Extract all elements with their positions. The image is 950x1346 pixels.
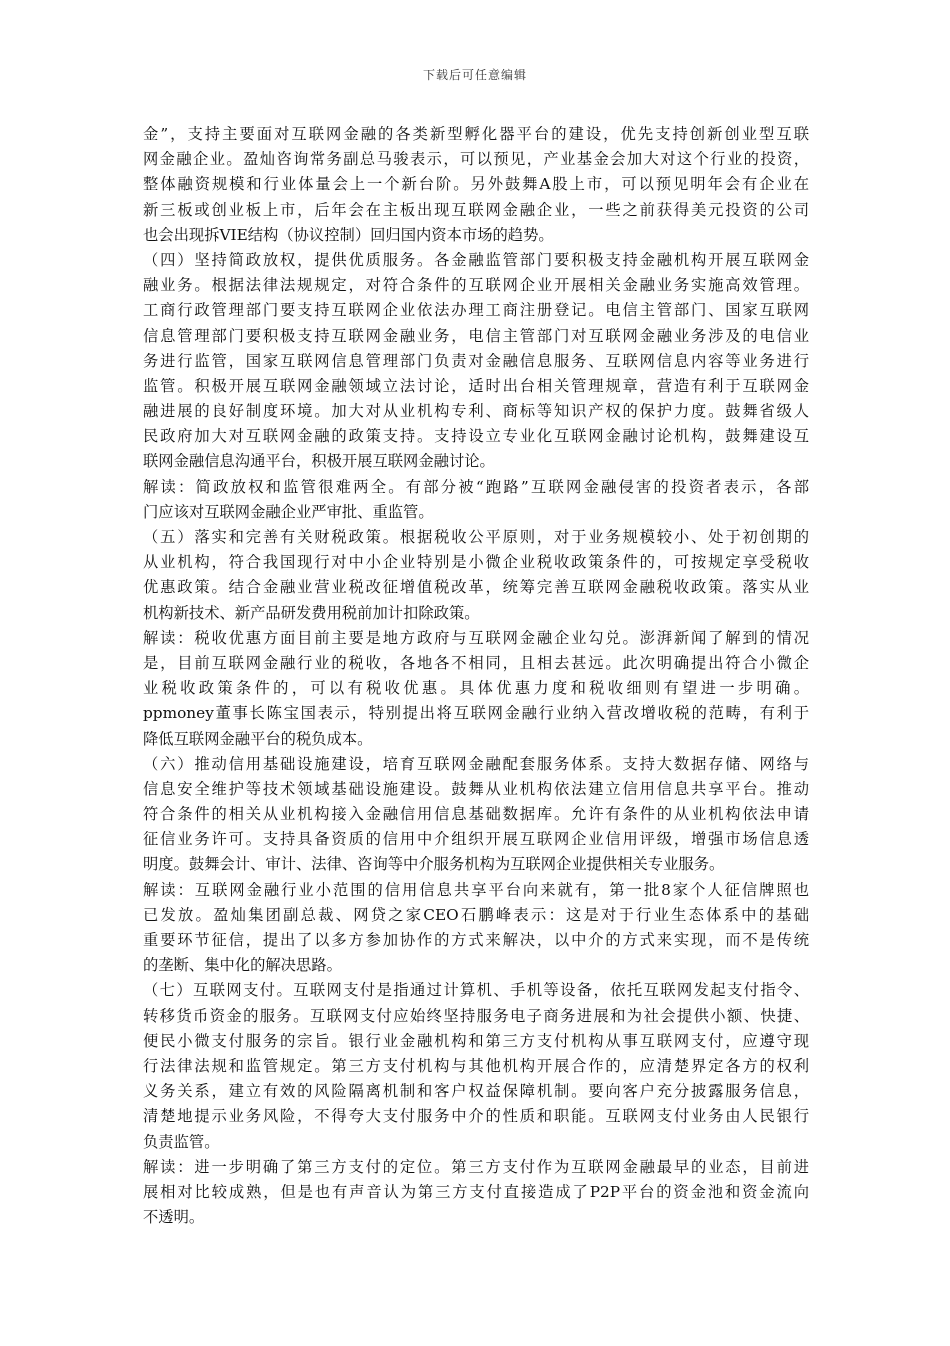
text-line: 信息安全维护等技术领域基础设施建设。鼓舞从业机构依法建立信用信息共享平台。推动 xyxy=(143,779,809,798)
document-body xyxy=(143,122,809,1230)
text-line: 监管。积极开展互联网金融领域立法讨论，适时出台相关管理规章，营造有利于互联网金 xyxy=(143,376,809,395)
text-line: 解读：互联网金融行业小范围的信用信息共享平台向来就有，第一批8家个人征信牌照也 xyxy=(143,880,809,899)
text-line: 工商行政管理部门要支持互联网企业依法办理工商注册登记。电信主管部门、国家互联网 xyxy=(143,301,809,320)
text-line: 符合条件的相关从业机构接入金融信用信息基础数据库。允许有条件的从业机构依法申请 xyxy=(143,805,809,824)
text-line: 征信业务许可。支持具备资质的信用中介组织开展互联网企业信用评级，增强市场信息透 xyxy=(143,830,809,849)
text-line: 新三板或创业板上市，后年会在主板出现互联网金融企业，一些之前获得美元投资的公司 xyxy=(143,200,809,219)
text-line: 明度。鼓舞会计、审计、法律、咨询等中介服务机构为互联网企业提供相关专业服务。 xyxy=(143,855,725,874)
text-line: 民政府加大对互联网金融的政策支持。支持设立专业化互联网金融讨论机构，鼓舞建设互 xyxy=(143,427,809,446)
text-line: 从业机构，符合我国现行对中小企业特别是小微企业税收政策条件的，可按规定享受税收 xyxy=(143,553,809,572)
text-line: 展相对比较成熟，但是也有声音认为第三方支付直接造成了P2P平台的资金池和资金流向 xyxy=(143,1182,809,1201)
text-line: 行法律法规和监管规定。第三方支付机构与其他机构开展合作的，应清楚界定各方的权利 xyxy=(143,1056,809,1075)
text-line: 解读：税收优惠方面目前主要是地方政府与互联网金融企业勾兑。澎湃新闻了解到的情况 xyxy=(143,628,809,647)
text-line: 门应该对互联网金融企业严审批、重监管。 xyxy=(143,502,434,521)
text-line: 负责监管。 xyxy=(143,1132,220,1151)
text-line: 解读：简政放权和监管很难两全。有部分被“跑路”互联网金融侵害的投资者表示，各部 xyxy=(143,477,809,496)
text-line: （七）互联网支付。互联网支付是指通过计算机、手机等设备，依托互联网发起支付指令、 xyxy=(143,981,809,1000)
text-line: 联网金融信息沟通平台，积极开展互联网金融讨论。 xyxy=(143,452,495,471)
text-line: 优惠政策。结合金融业营业税改征增值税改革，统筹完善互联网金融税收政策。落实从业 xyxy=(143,578,809,597)
text-line: 重要环节征信，提出了以多方参加协作的方式来解决，以中介的方式来实现，而不是传统 xyxy=(143,931,809,949)
text-line: 义务关系，建立有效的风险隔离机制和客户权益保障机制。要向客户充分披露服务信息， xyxy=(143,1082,809,1101)
page-header: 下载后可任意编辑 xyxy=(422,68,527,82)
text-line: 机构新技术、新产品研发费用税前加计扣除政策。 xyxy=(143,603,480,622)
text-line: 便民小微支付服务的宗旨。银行业金融机构和第三方支付机构从事互联网支付，应遵守现 xyxy=(143,1031,809,1050)
text-line: 融业务。根据法律法规规定，对符合条件的互联网企业开展相关金融业务实施高效管理。 xyxy=(143,276,809,295)
text-line: 融进展的良好制度环境。加大对从业机构专利、商标等知识产权的保护力度。鼓舞省级人 xyxy=(143,402,809,421)
text-line: 整体融资规模和行业体量会上一个新台阶。另外鼓舞A股上市，可以预见明年会有企业在 xyxy=(143,175,809,194)
text-line: 业税收政策条件的，可以有税收优惠。具体优惠力度和税收细则有望进一步明确。 xyxy=(143,679,809,698)
text-line: 清楚地提示业务风险，不得夸大支付服务中介的性质和职能。互联网支付业务由人民银行 xyxy=(143,1107,809,1126)
text-line: 是，目前互联网金融行业的税收，各地各不相同，且相去甚远。此次明确提出符合小微企 xyxy=(143,653,809,672)
text-line: 解读：进一步明确了第三方支付的定位。第三方支付作为互联网金融最早的业态，目前进 xyxy=(143,1157,809,1176)
text-line: 信息管理部门要积极支持互联网金融业务，电信主管部门对互联网金融业务涉及的电信业 xyxy=(143,326,809,345)
text-line: 已发放。盈灿集团副总裁、网贷之家CEO石鹏峰表示：这是对于行业生态体系中的基础 xyxy=(143,905,809,924)
text-line: 网金融企业。盈灿咨询常务副总马骏表示，可以预见，产业基金会加大对这个行业的投资， xyxy=(143,150,809,169)
text-line: ppmoney董事长陈宝国表示，特别提出将互联网金融行业纳入营改增收税的范畴，有利于 xyxy=(143,704,809,723)
text-line: 务进行监管，国家互联网信息管理部门负责对金融信息服务、互联网信息内容等业务进行 xyxy=(143,351,809,370)
text-line: 也会出现拆VIE结构（协议控制）回归国内资本市场的趋势。 xyxy=(143,225,554,244)
text-line: （五）落实和完善有关财税政策。根据税收公平原则，对于业务规模较小、处于初创期的 xyxy=(143,528,809,546)
text-line: 的垄断、集中化的解决思路。 xyxy=(143,956,342,975)
text-line: 金”，支持主要面对互联网金融的各类新型孵化器平台的建设，优先支持创新创业型互联 xyxy=(143,125,809,143)
text-line: （六）推动信用基础设施建设，培育互联网金融配套服务体系。支持大数据存储、网络与 xyxy=(143,754,809,773)
text-line: （四）坚持简政放权，提供优质服务。各金融监管部门要积极支持金融机构开展互联网金 xyxy=(143,250,809,269)
text-line: 不透明。 xyxy=(143,1208,205,1227)
text-line: 转移货币资金的服务。互联网支付应始终坚持服务电子商务进展和为社会提供小额、快捷、 xyxy=(143,1006,809,1025)
text-line: 降低互联网金融平台的税负成本。 xyxy=(143,729,373,748)
